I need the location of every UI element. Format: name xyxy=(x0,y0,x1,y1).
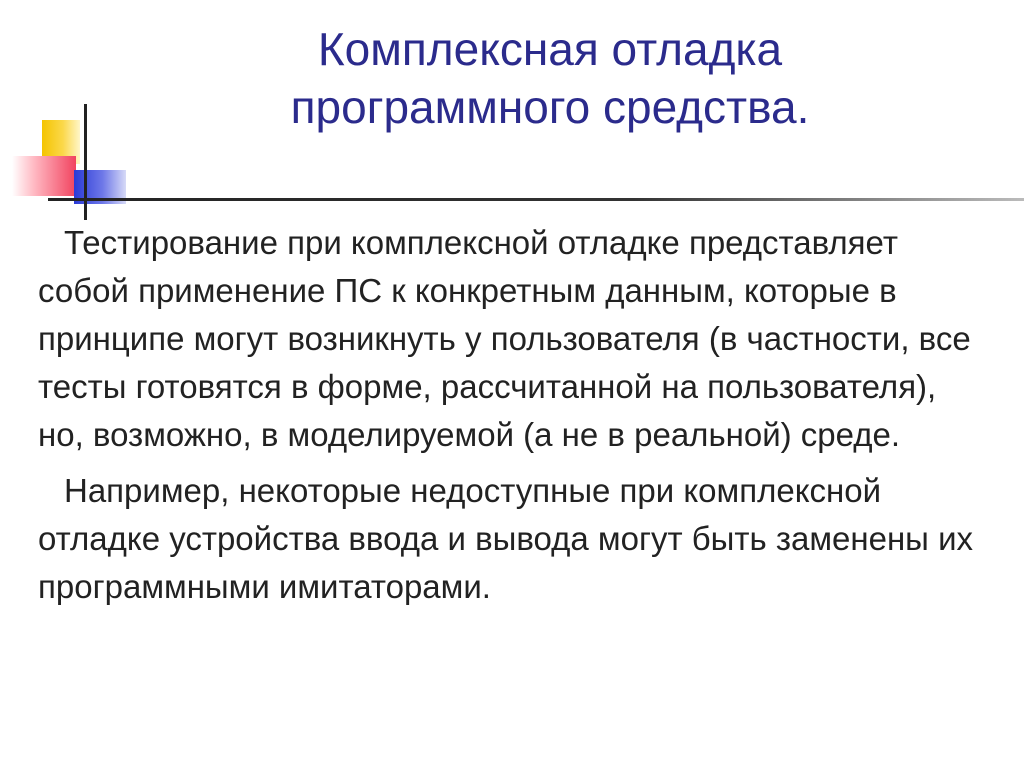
slide-title xyxy=(190,20,910,136)
horizontal-divider-line xyxy=(48,198,1024,201)
paragraph-2 xyxy=(38,467,988,611)
paragraph-2-text: Например, некоторые недоступные при комплексной отладке устройства ввода и вывода могут быть заменены их программными имитаторами. xyxy=(38,472,974,605)
slide-title-line2: программного средства. xyxy=(290,81,810,133)
red-square-decoration xyxy=(12,156,76,196)
slide-body xyxy=(38,219,988,611)
slide-title-line1: Комплексная отладка xyxy=(317,23,783,75)
paragraph-1-text: Тестирование при комплексной отладке представляет собой применение ПС к конкретным данным, которые в принципе могут возникнуть у пользователя (в частности, все тесты готовятся в форме, рассчитанной на пользователя), но, возможно, в моделируемой (а не в реальной) среде. xyxy=(38,224,971,453)
vertical-divider-line xyxy=(84,104,87,220)
paragraph-1 xyxy=(38,219,988,459)
